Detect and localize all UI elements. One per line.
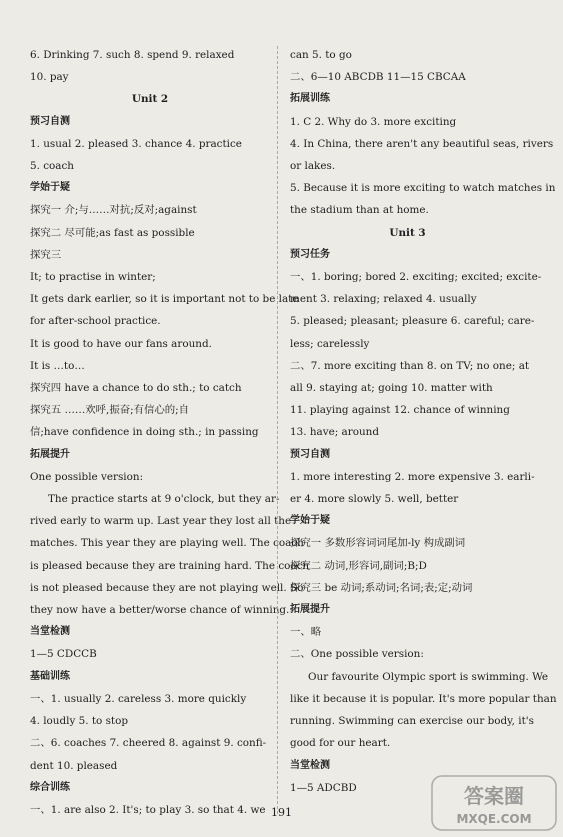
answer-line: rived early to warm up. Last year they lost all the bbox=[30, 515, 292, 528]
answer-line: The practice starts at 9 o'clock, but they ar- bbox=[48, 493, 280, 506]
column-divider bbox=[277, 46, 278, 814]
answer-line: is not pleased because they are not playing well. So bbox=[30, 581, 304, 594]
answer-line: 1. more interesting 2. more expensive 3. earli- bbox=[290, 470, 535, 483]
section-heading: 拓展提升 bbox=[290, 604, 330, 616]
answer-line: the stadium than at home. bbox=[290, 204, 429, 217]
answer-line: One possible version: bbox=[30, 470, 144, 483]
unit-title: Unit 3 bbox=[389, 226, 426, 239]
section-heading: 当堂检测 bbox=[30, 626, 70, 638]
answer-line: 5. coach bbox=[30, 160, 74, 173]
watermark-logo bbox=[430, 772, 558, 834]
answer-line: 一、1. are also 2. It's; to play 3. so that 4. we bbox=[30, 803, 266, 816]
answer-line: is pleased because they are training hard. The coach bbox=[30, 559, 310, 572]
answer-line: 一、略 bbox=[290, 626, 322, 639]
unit-title: Unit 2 bbox=[131, 93, 169, 106]
answer-line: can 5. to go bbox=[290, 49, 352, 61]
answer-line: 10. pay bbox=[30, 71, 69, 84]
answer-line: they now have a better/worse chance of winning. bbox=[30, 604, 290, 617]
answer-line: 探究一 介;与……对抗;反对;against bbox=[30, 204, 197, 217]
answer-line: 信;have confidence in doing sth.; in passing bbox=[30, 426, 259, 439]
answer-line: ment 3. relaxing; relaxed 4. usually bbox=[290, 293, 477, 306]
answer-line: 探究三 be 动词;系动词;名词;表;定;动词 bbox=[290, 581, 473, 594]
answer-line: It is good to have our fans around. bbox=[30, 337, 212, 350]
answer-line: 探究四 have a chance to do sth.; to catch bbox=[30, 382, 242, 395]
page-number: 191 bbox=[271, 806, 292, 819]
answer-line: 二、One possible version: bbox=[290, 648, 424, 661]
answer-line: 二、6—10 ABCDB 11—15 CBCAA bbox=[290, 71, 466, 84]
answer-line: 1—5 ADCBD bbox=[290, 781, 357, 794]
answer-line: 11. playing against 12. chance of winning bbox=[290, 404, 510, 417]
answer-line: 4. In China, there aren't any beautiful seas, rivers bbox=[290, 137, 554, 150]
answer-line: 二、6. coaches 7. cheered 8. against 9. confi- bbox=[30, 737, 267, 750]
watermark-url: MXQE.COM bbox=[456, 812, 532, 826]
answer-line: Our favourite Olympic sport is swimming. We bbox=[308, 670, 549, 683]
answer-line: 1. C 2. Why do 3. more exciting bbox=[290, 115, 457, 128]
answer-line: er 4. more slowly 5. well, better bbox=[290, 493, 459, 506]
section-heading: 拓展训练 bbox=[290, 93, 330, 105]
answer-line: 5. pleased; pleasant; pleasure 6. careful; care- bbox=[290, 315, 535, 328]
answer-line: all 9. staying at; going 10. matter with bbox=[290, 382, 493, 395]
answer-line: 探究五 ……欢呼,振奋;有信心的;自 bbox=[30, 404, 190, 417]
answer-line: It is …to… bbox=[30, 359, 85, 372]
answer-line: 一、1. boring; bored 2. exciting; excited; excite- bbox=[290, 271, 542, 284]
watermark-title: 答案圈 bbox=[464, 784, 524, 808]
section-heading: 学始于疑 bbox=[290, 515, 330, 527]
answer-line: 一、1. usually 2. careless 3. more quickly bbox=[30, 692, 247, 705]
section-heading: 综合训练 bbox=[30, 781, 70, 793]
answer-line: or lakes. bbox=[290, 160, 336, 173]
answer-line: It; to practise in winter; bbox=[30, 271, 156, 284]
answer-line: 6. Drinking 7. such 8. spend 9. relaxed bbox=[30, 49, 235, 61]
answer-line: 探究一 多数形容词词尾加-ly 构成副词 bbox=[290, 537, 466, 550]
answer-line: 1—5 CDCCB bbox=[30, 648, 97, 661]
answer-line: for after-school practice. bbox=[30, 315, 161, 328]
answer-line: It gets dark earlier, so it is important not to be late bbox=[30, 293, 299, 306]
answer-line: like it because it is popular. It's more popular than bbox=[290, 692, 557, 705]
section-heading: 学始于疑 bbox=[30, 182, 70, 194]
section-heading: 当堂检测 bbox=[290, 759, 330, 771]
answer-line: good for our heart. bbox=[290, 737, 391, 750]
section-heading: 基础训练 bbox=[30, 670, 70, 682]
answer-line: 探究二 尽可能;as fast as possible bbox=[30, 226, 195, 239]
answer-line: 4. loudly 5. to stop bbox=[30, 715, 129, 728]
section-heading: 预习自测 bbox=[290, 448, 330, 460]
answer-line: running. Swimming can exercise our body, it's bbox=[290, 715, 534, 728]
answer-line: 探究二 动词,形容词,副词;B;D bbox=[290, 559, 427, 572]
answer-line: 1. usual 2. pleased 3. chance 4. practice bbox=[30, 137, 242, 150]
right-column bbox=[290, 44, 557, 799]
section-heading: 预习自测 bbox=[30, 115, 70, 127]
section-heading: 预习任务 bbox=[290, 248, 330, 260]
answer-line: less; carelessly bbox=[290, 337, 370, 350]
answer-line: 探究三 bbox=[30, 248, 62, 261]
answer-line: 二、7. more exciting than 8. on TV; no one; at bbox=[290, 359, 530, 372]
answer-line: dent 10. pleased bbox=[30, 759, 118, 772]
section-heading: 拓展提升 bbox=[30, 448, 70, 460]
answer-line: matches. This year they are playing well. The coach bbox=[30, 537, 304, 550]
answer-line: 5. Because it is more exciting to watch matches in bbox=[290, 182, 556, 195]
answer-line: 13. have; around bbox=[290, 426, 379, 439]
